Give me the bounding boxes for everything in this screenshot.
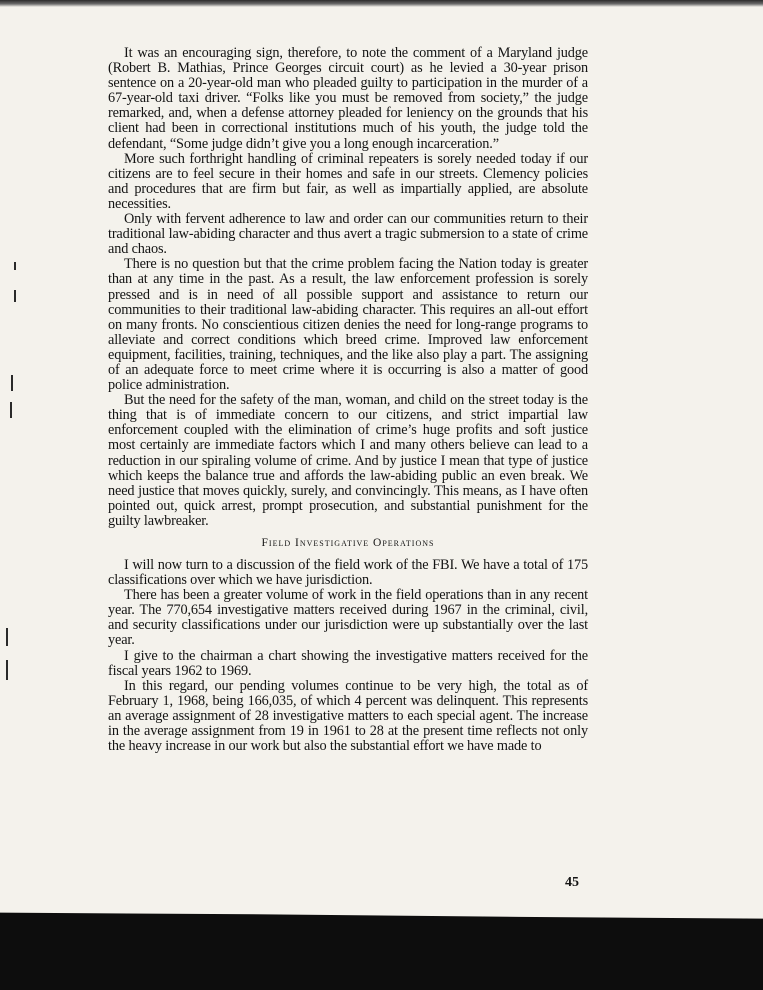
paragraph-work-volume: There has been a greater volume of work in the field operations than in any recent year. The 770,654 investigative matters received during 1967 in the criminal, civil, and security classifications under our jurisdiction were up substantially over the last year.: [108, 587, 588, 649]
scan-top-edge: [0, 0, 763, 7]
paragraph-judge-comment: It was an encouraging sign, therefore, to note the comment of a Maryland judge (Robert B. Mathias, Prince Georges circuit court) as he levied a 30-year prison sentence on a 20-year-old man who pleaded guilty to participation in the murder of a 67-year-old taxi driver. “Folks like you must be removed from society,” the judge remarked, and, when a defense attorney pleaded for leniency on the grounds that his client had been in correctional institutions much of his youth, the judge told the defendant, “Some judge didn’t give you a long enough incarceration.”: [108, 45, 588, 152]
margin-mark: [14, 290, 16, 302]
margin-mark: [11, 375, 13, 391]
document-page: [108, 46, 588, 754]
margin-mark: [14, 262, 16, 270]
page-number: 45: [565, 875, 579, 890]
paragraph-crime-problem: There is no question but that the crime problem facing the Nation today is greater than at any time in the past. As a result, the law enforcement profession is sorely pressed and is in need of all possible support and assistance to return our communities to their traditional law-abiding character. This requires an all-out effort on many fronts. No conscientious citizen denies the need for long-range programs to alleviate and correct conditions which breed crime. Improved law enforcement equipment, facilities, training, techniques, and the like also play a part. The assigning of an adequate force to meet crime where it is occurring is also a matter of good police administration.: [108, 256, 588, 394]
paragraph-criminal-repeaters: More such forthright handling of criminal repeaters is sorely needed today if our citizens are to feel secure in their homes and safe in our streets. Clemency policies and procedures that are firm but fair, as well as impartially applied, are absolute necessities.: [108, 150, 588, 212]
section-heading: Field Investigative Operations: [261, 537, 435, 549]
margin-mark: [6, 628, 8, 646]
margin-mark: [10, 402, 12, 418]
paragraph-safety-justice: But the need for the safety of the man, woman, and child on the street today is the thing that is of immediate concern to our citizens, and strict impartial law enforcement coupled with the elimination of crime’s huge profits and soft justice most certainly are immediate factors which I and many others believe can lead to a reduction in our spiraling volume of crime. And by justice I mean that type of justice which keeps the balance true and affords the law-abiding public an even break. We need justice that moves quickly, surely, and convincingly. This means, as I have often pointed out, quick arrest, prompt prosecution, and substantial punishment for the guilty lawbreaker.: [108, 392, 588, 529]
paragraph-pending-volumes: In this regard, our pending volumes continue to be very high, the total as of February 1, 1968, being 166,035, of which 4 percent was delinquent. This represents an average assignment of 28 investigative matters to each special agent. The increase in the average assignment from 19 in 1961 to 28 at the present time reflects not only the heavy increase in our work but also the substantial effort we have made to: [108, 677, 588, 755]
paragraph-law-and-order: Only with fervent adherence to law and order can our communities return to their traditional law-abiding character and thus avert a tragic submersion to a state of crime and chaos.: [108, 211, 588, 258]
scan-bottom-edge: [0, 905, 763, 990]
paragraph-field-work: I will now turn to a discussion of the field work of the FBI. We have a total of 175 classifications over which we have jurisdiction.: [108, 557, 588, 589]
paragraph-chart-reference: I give to the chairman a chart showing the investigative matters received for the fiscal years 1962 to 1969.: [108, 647, 588, 679]
margin-mark: [6, 660, 8, 680]
